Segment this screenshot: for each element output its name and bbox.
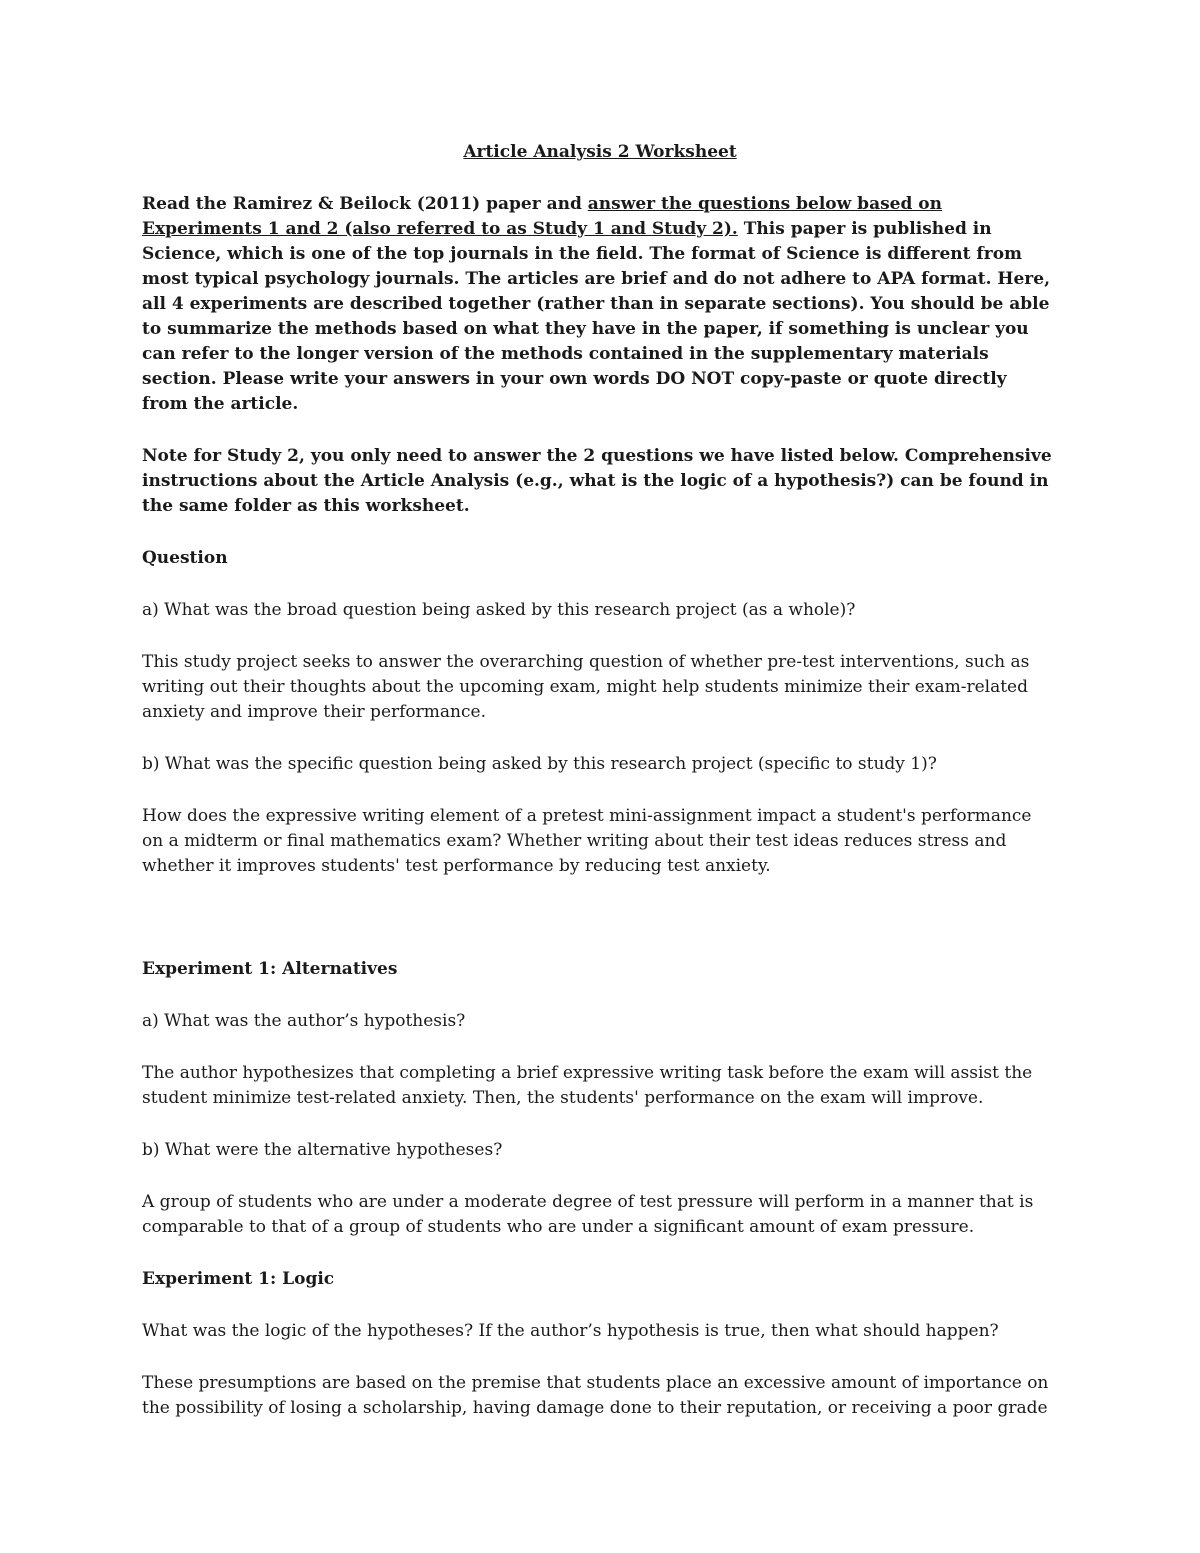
intro-paragraph xyxy=(142,192,1058,417)
alternatives-question-b: b) What were the alternative hypotheses? xyxy=(142,1140,503,1160)
alternatives-heading: Experiment 1: Alternatives xyxy=(142,959,398,979)
answer-b: How does the expressive writing element of a pretest mini-assignment impact a student's performance on a midterm or final mathematics exam? Whether writing about their test ideas reduces stress and whether it improves students' test performance by reducing test anxiety. xyxy=(142,806,1032,876)
logic-heading: Experiment 1: Logic xyxy=(142,1269,335,1289)
intro-underlined: answer the questions below based on Experiments 1 and 2 (also referred to as Study 1 and Study 2). xyxy=(142,194,942,239)
document-title: Article Analysis 2 Worksheet xyxy=(463,142,737,162)
alternatives-question-a: a) What was the author’s hypothesis? xyxy=(142,1011,466,1031)
logic-answer: These presumptions are based on the premise that students place an excessive amount of importance on the possibility of losing a scholarship, having damage done to their reputation, or receiving a poor grade xyxy=(142,1373,1049,1418)
note-paragraph: Note for Study 2, you only need to answer the 2 questions we have listed below. Comprehensive instructions about the Article Analysis (e.g., what is the logic of a hypothesis?) can be found in the same folder as this worksheet. xyxy=(142,446,1052,516)
question-b: b) What was the specific question being asked by this research project (specific to study 1)? xyxy=(142,754,937,774)
intro-rest: This paper is published in Science, which is one of the top journals in the field. The format of Science is different from most typical psychology journals. The articles are brief and do not adhere to APA format. Here, all 4 experiments are described together (rather than in separate sections). You should be able to summarize the methods based on what they have in the paper, if something is unclear you can refer to the longer version of the methods contained in the supplementary materials section. Please write your answers in your own words DO NOT copy-paste or quote directly from the article. xyxy=(142,219,1050,414)
alternatives-answer-b: A group of students who are under a moderate degree of test pressure will perform in a manner that is comparable to that of a group of students who are under a significant amount of exam pressure. xyxy=(142,1192,1034,1237)
document-page xyxy=(142,140,1058,1448)
intro-lead: Read the Ramirez & Beilock (2011) paper and xyxy=(142,194,588,214)
question-a: a) What was the broad question being asked by this research project (as a whole)? xyxy=(142,600,856,620)
question-heading: Question xyxy=(142,548,228,568)
alternatives-answer-a: The author hypothesizes that completing a brief expressive writing task before the exam will assist the student minimize test-related anxiety. Then, the students' performance on the exam will improve. xyxy=(142,1063,1033,1108)
answer-a: This study project seeks to answer the overarching question of whether pre-test interventions, such as writing out their thoughts about the upcoming exam, might help students minimize their exam-related anxiety and improve their performance. xyxy=(142,652,1030,722)
logic-question: What was the logic of the hypotheses? If the author’s hypothesis is true, then what should happen? xyxy=(142,1321,999,1341)
